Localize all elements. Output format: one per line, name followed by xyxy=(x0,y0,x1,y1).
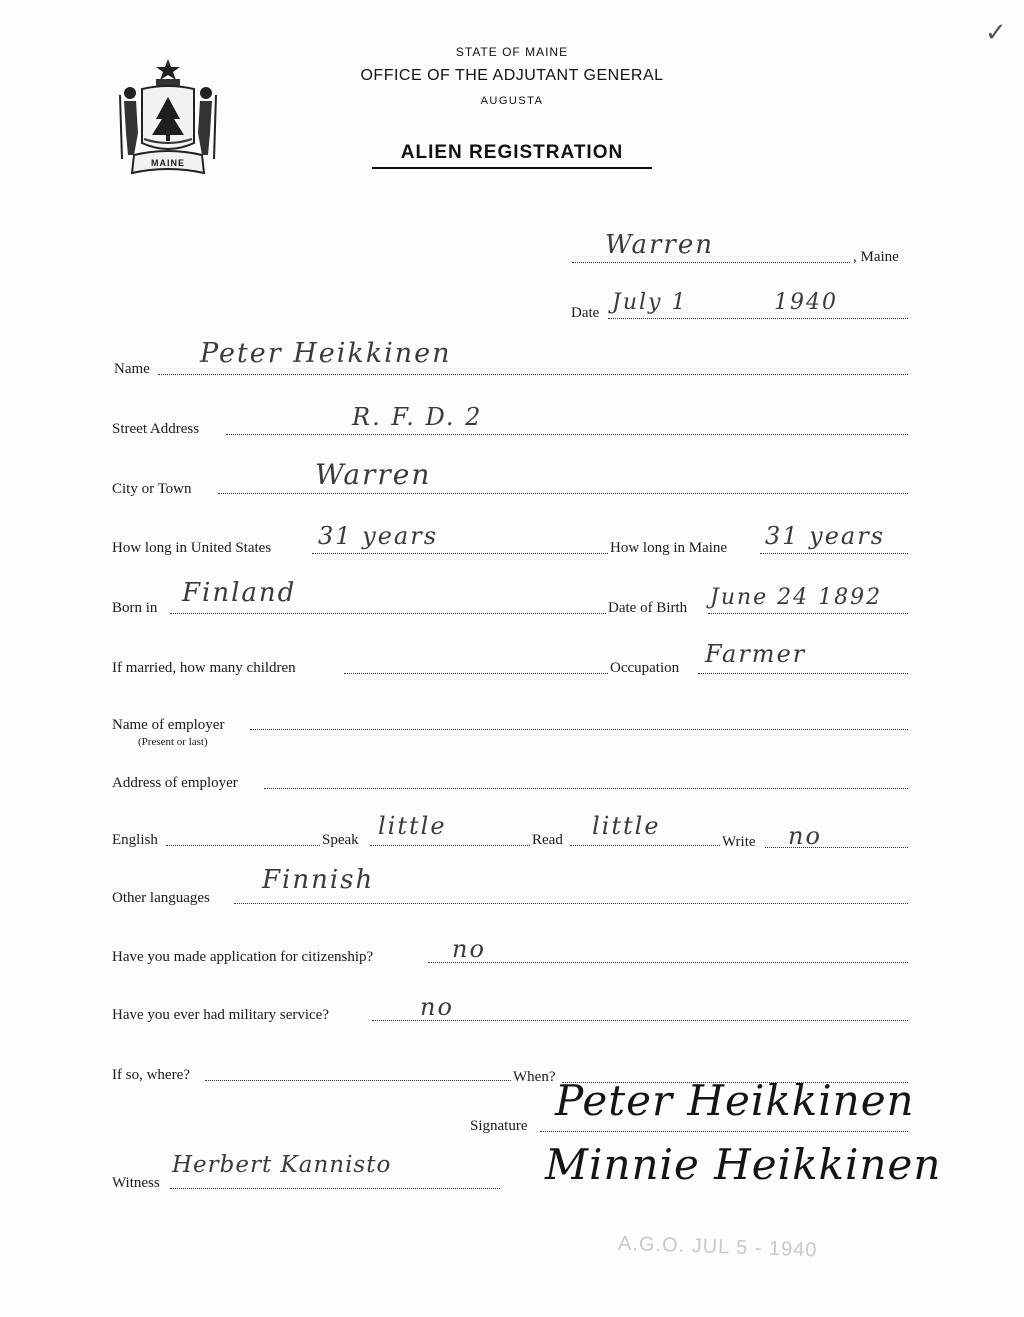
born-value[interactable]: Finland xyxy=(182,578,297,608)
date-label: Date xyxy=(571,305,600,321)
received-stamp: A.G.O. JUL 5 - 1940 xyxy=(617,1232,818,1262)
maine-label: How long in Maine xyxy=(610,540,728,556)
born-label: Born in xyxy=(112,600,158,616)
title-underline xyxy=(372,167,652,169)
languages-label: Other languages xyxy=(112,890,210,906)
date-value[interactable]: July 1 xyxy=(612,290,688,315)
name-line xyxy=(158,374,908,375)
signature-label: Signature xyxy=(470,1118,528,1134)
witness-value[interactable]: Herbert Kannisto xyxy=(172,1152,392,1178)
read-line xyxy=(570,845,720,846)
form-title: ALIEN REGISTRATION xyxy=(400,142,624,163)
date-year[interactable]: 1940 xyxy=(774,290,838,315)
languages-value[interactable]: Finnish xyxy=(262,865,375,895)
born-line xyxy=(170,613,606,614)
maine-suffix: , Maine xyxy=(853,249,899,265)
header-office: OFFICE OF THE ADJUTANT GENERAL xyxy=(360,67,664,84)
check-mark: ✓ xyxy=(985,18,1009,48)
witness-label: Witness xyxy=(112,1175,160,1191)
citizenship-label: Have you made application for citizenship? xyxy=(112,949,374,965)
occupation-label: Occupation xyxy=(610,660,680,676)
write-value[interactable]: no xyxy=(788,822,822,850)
occupation-line xyxy=(698,673,908,674)
where-line xyxy=(205,1080,511,1081)
city-line xyxy=(218,493,908,494)
town-line xyxy=(572,262,850,263)
maine-value[interactable]: 31 years xyxy=(765,522,886,550)
header-city: AUGUSTA xyxy=(480,95,544,107)
street-value[interactable]: R. F. D. 2 xyxy=(352,403,483,431)
dob-label: Date of Birth xyxy=(608,600,688,616)
date-line xyxy=(608,318,908,319)
when-label: When? xyxy=(513,1069,556,1085)
citizenship-value[interactable]: no xyxy=(452,935,486,963)
english-label: English xyxy=(112,832,158,848)
speak-label: Speak xyxy=(322,832,359,848)
write-label: Write xyxy=(722,834,756,850)
maine-line xyxy=(760,553,908,554)
dob-line xyxy=(708,613,908,614)
second-signature: Minnie Heikkinen xyxy=(545,1140,942,1189)
occupation-value[interactable]: Farmer xyxy=(705,640,807,668)
military-value[interactable]: no xyxy=(420,993,454,1021)
languages-line xyxy=(234,903,908,904)
signature-line xyxy=(540,1131,908,1132)
where-label: If so, where? xyxy=(112,1067,190,1083)
citizenship-line xyxy=(428,962,908,963)
witness-line xyxy=(170,1188,500,1189)
city-label: City or Town xyxy=(112,481,192,497)
speak-value[interactable]: little xyxy=(378,812,447,840)
employer-sub-label: (Present or last) xyxy=(138,736,208,748)
street-label: Street Address xyxy=(112,421,200,437)
name-label: Name xyxy=(114,361,150,377)
children-label: If married, how many children xyxy=(112,660,296,676)
read-value[interactable]: little xyxy=(592,812,661,840)
seal-banner-text: MAINE xyxy=(151,158,185,168)
write-line xyxy=(765,847,908,848)
english-line xyxy=(166,845,320,846)
us-line xyxy=(312,553,608,554)
us-value[interactable]: 31 years xyxy=(318,522,439,550)
employer-address-label: Address of employer xyxy=(112,775,238,791)
employer-address-line xyxy=(264,788,908,789)
town-value[interactable]: Warren xyxy=(605,230,714,260)
signature-value[interactable]: Peter Heikkinen xyxy=(555,1076,915,1125)
us-label: How long in United States xyxy=(112,540,272,556)
employer-label: Name of employer xyxy=(112,717,225,733)
children-line xyxy=(344,673,608,674)
state-seal-icon xyxy=(112,55,224,180)
name-value[interactable]: Peter Heikkinen xyxy=(200,338,452,369)
speak-line xyxy=(370,845,530,846)
header-state: STATE OF MAINE xyxy=(455,45,569,59)
street-line xyxy=(226,434,908,435)
military-label: Have you ever had military service? xyxy=(112,1007,329,1023)
employer-line xyxy=(250,729,908,730)
city-value[interactable]: Warren xyxy=(315,458,432,491)
dob-value[interactable]: June 24 1892 xyxy=(710,585,883,610)
read-label: Read xyxy=(532,832,563,848)
